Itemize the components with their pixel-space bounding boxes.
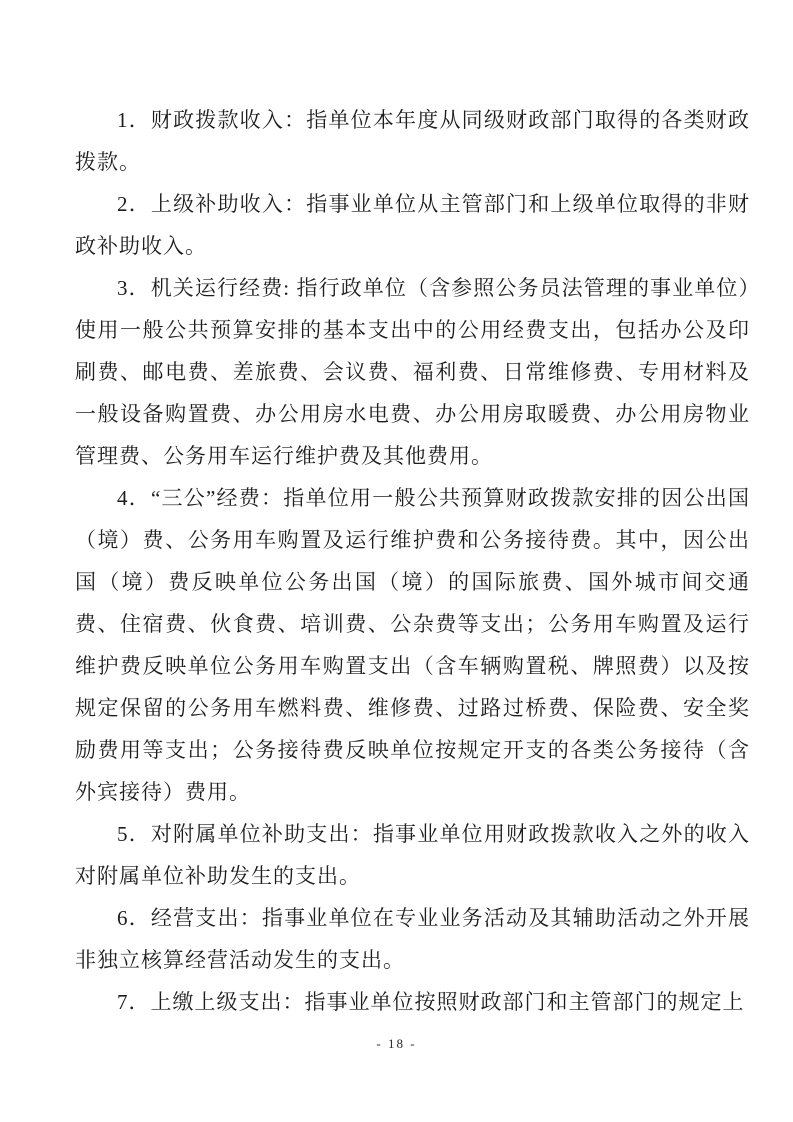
definition-paragraph-agency-operating-expenses: 3．机关运行经费: 指行政单位（含参照公务员法管理的事业单位）使用一般公共预算安排的基本支出中的公用经费支出，包括办公及印刷费、邮电费、差旅费、会议费、福利费、日常维修费、专用材料及一般设备购置费、办公用房水电费、办公用房取暖费、办公用房物业管理费、公务用车运行维护费及其他费用。 [75,276,750,468]
definition-paragraph-payment-to-superior: 7．上缴上级支出：指事业单位按照财政部门和主管部门的规定上 [117,990,745,1014]
document-body [75,99,750,1023]
page-number: - 18 - [376,1036,417,1051]
definition-paragraph-operating-expenditure: 6．经营支出：指事业单位在专业业务活动及其辅助活动之外开展非独立核算经营活动发生的支出。 [75,906,750,972]
definition-paragraph-three-public-expenses: 4．“三公”经费：指单位用一般公共预算财政拨款安排的因公出国（境）费、公务用车购置及运行维护费和公务接待费。其中，因公出国（境）费反映单位公务出国（境）的国际旅费、国外城市间交通费、住宿费、伙食费、培训费、公杂费等支出；公务用车购置及运行维护费反映单位公务用车购置支出（含车辆购置税、牌照费）以及按规定保留的公务用车燃料费、维修费、过路过桥费、保险费、安全奖励费用等支出；公务接待费反映单位按规定开支的各类公务接待（含外宾接待）费用。 [75,486,750,804]
definition-paragraph-subsidy-to-affiliated-units: 5．对附属单位补助支出：指事业单位用财政拨款收入之外的收入对附属单位补助发生的支出。 [75,822,750,888]
definition-paragraph-superior-subsidy-income: 2．上级补助收入：指事业单位从主管部门和上级单位取得的非财政补助收入。 [75,192,750,258]
definition-paragraph-fiscal-appropriation-income: 1．财政拨款收入：指单位本年度从同级财政部门取得的各类财政拨款。 [75,108,750,174]
